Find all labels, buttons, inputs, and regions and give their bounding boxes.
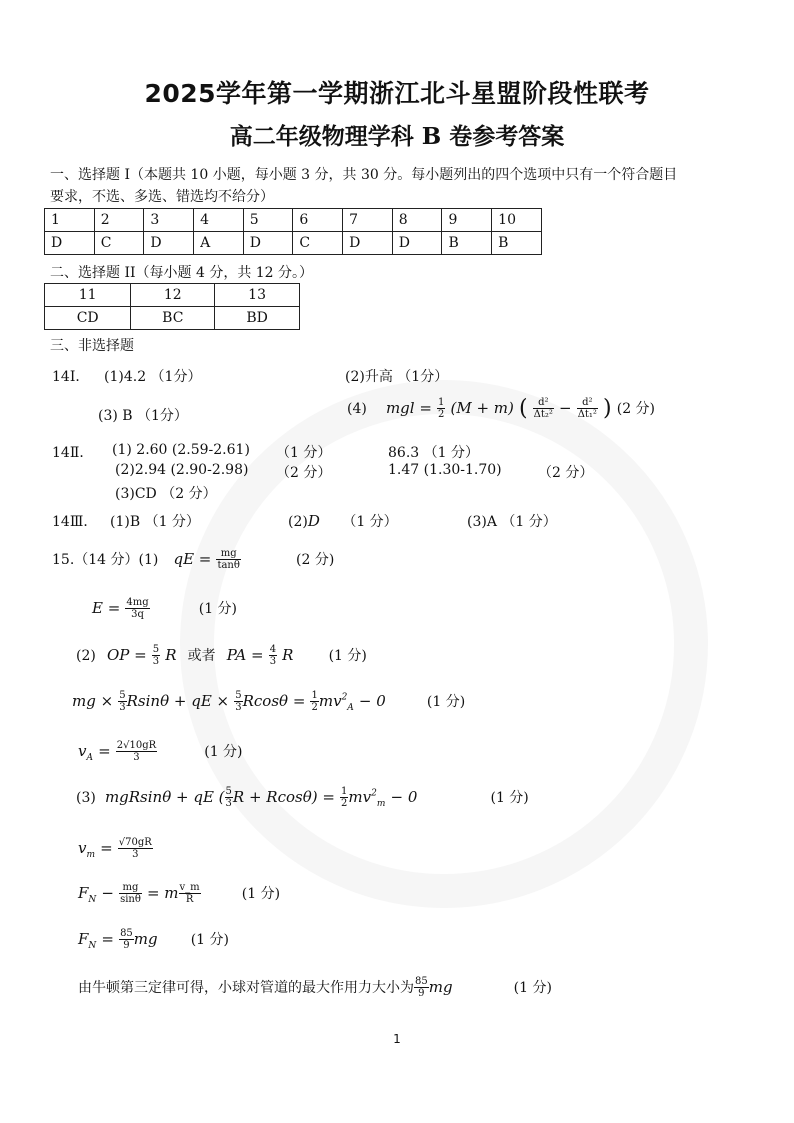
q14-1-answer-3: (3) B （1分）: [98, 408, 188, 424]
q15-eq4: mg × $\frac{5}{3}$ Rsinθ + qE × $\frac{5}{3}$ Rcosθ = $\frac{1}{2}$ $mv^2_A - 0$ (1 分): [72, 690, 466, 714]
table-row-numbers: [45, 284, 300, 307]
question-number: 10: [492, 209, 542, 232]
table-row-answers: [45, 232, 542, 255]
q15-conclusion: 由牛顿第三定律可得，小球对管道的最大作用力大小为 $\frac{85}{9}$ mg (1 分): [78, 976, 552, 999]
question-number: 3: [144, 209, 194, 232]
section1-answer-table: [44, 208, 542, 255]
formula-mass: (M + m): [450, 399, 514, 417]
score: (1 分): [198, 601, 238, 617]
q14-2-r2c: 1.47 (1.30-1.70): [388, 462, 502, 478]
section2-intro: 二、选择题 II（每小题 4 分，共 12 分。）: [50, 265, 314, 281]
answer-cell: B: [492, 232, 542, 255]
question-number: 5: [243, 209, 293, 232]
fraction-1: $\frac{\text{d²}}{\text{Δt₂²}}$: [533, 397, 553, 420]
q14-2-r2d: （2 分）: [538, 465, 594, 481]
answer-cell: B: [442, 232, 492, 255]
answer-cell: D: [343, 232, 393, 255]
q14-1-answer-2: (2)升高 （1分）: [345, 369, 449, 385]
question-number: 7: [343, 209, 393, 232]
answer-cell: BC: [131, 307, 215, 330]
answer-cell: C: [293, 232, 343, 255]
q15-eq3: (2) OP = $\frac{5}{3}$ R 或者 PA = $\frac{4}{3}$ R (1 分): [76, 644, 367, 667]
q14-1-answer-4: (4) mgl = $\frac{1}{2}$ (M + m) ( $\frac{\text{d²}}{\text{Δt₂²}}$ − $\frac{\text{d²}}{\text{Δt₁²}}$ ) (2 分): [347, 396, 656, 421]
q15-part1-eq1: 15.（14 分）(1) qE = $\frac{mg}{\tan\theta}$ (2 分): [52, 548, 335, 571]
q14-3-answer-2: (2)D （1 分）: [288, 512, 398, 530]
question-number: 12: [131, 284, 215, 307]
section2-answer-table: [44, 283, 300, 330]
section3-intro: 三、非选择题: [50, 338, 134, 354]
q14-3-answer-3: (3)A （1 分）: [467, 514, 557, 530]
score: (2 分): [296, 552, 335, 568]
page-number: 1: [393, 1032, 401, 1046]
answer-cell: D: [392, 232, 442, 255]
table-row-answers: [45, 307, 300, 330]
q14-2-r1c: 86.3 （1 分）: [388, 445, 479, 461]
q15-label: 15.（14 分）(1): [52, 552, 159, 568]
score: (1 分): [241, 886, 281, 902]
question-number: 6: [293, 209, 343, 232]
q15-eq6: (3) mgRsinθ + qE ( $\frac{5}{3}$ R + Rcosθ) = $\frac{1}{2}$ $mv^2_m - 0$ (1 分): [76, 786, 529, 810]
q15-eq7: $v_m$ = $\frac{√70gR}{3}$: [78, 837, 152, 861]
question-number: 13: [215, 284, 300, 307]
fraction-half: $\frac{1}{2}$: [438, 397, 445, 420]
answer-cell: C: [94, 232, 144, 255]
q14-3-label: 14Ⅲ．: [52, 514, 98, 530]
q14-2-r2a: (2)2.94 (2.90-2.98): [115, 462, 249, 478]
answer-cell: D: [243, 232, 293, 255]
q14-2-r3: (3)CD （2 分）: [115, 486, 217, 502]
table-row-numbers: [45, 209, 542, 232]
minus-sign: −: [559, 399, 572, 417]
score: (1 分): [490, 790, 529, 806]
q14-3-answer-1: (1)B （1 分）: [110, 514, 200, 530]
q15-eq5: $v_A$ = $\frac{2√10gR}{3}$ (1 分): [78, 740, 243, 764]
score: (1 分): [204, 744, 243, 760]
section1-intro-line2: 要求，不选、多选、错选均不给分）: [50, 189, 274, 205]
answer-cell: A: [194, 232, 244, 255]
question-number: 2: [94, 209, 144, 232]
q14-2-label: 14Ⅱ．: [52, 445, 94, 461]
score: (2 分): [616, 401, 656, 417]
q15-eq9: $F_N$ = $\frac{85}{9}$ mg (1 分): [78, 928, 229, 952]
document-title: 2025学年第一学期浙江北斗星盟阶段性联考: [144, 79, 650, 108]
answer-cell: D: [144, 232, 194, 255]
score: (1 分): [513, 980, 552, 996]
document-subtitle: 高二年级物理学科 B 卷参考答案: [229, 123, 565, 150]
score: (1 分): [328, 648, 367, 664]
q14-2-r2b: （2 分）: [276, 465, 332, 481]
question-number: 8: [392, 209, 442, 232]
q15-eq2: E = $\frac{4mg}{3q}$ (1 分): [92, 597, 238, 620]
q14-2-r1b: （1 分）: [276, 445, 332, 461]
question-number: 1: [45, 209, 95, 232]
q14-1-answer-4-prefix: (4): [347, 401, 367, 417]
answer-cell: D: [45, 232, 95, 255]
fraction-2: $\frac{\text{d²}}{\text{Δt₁²}}$: [577, 397, 597, 420]
answer-cell: CD: [45, 307, 131, 330]
score: (1 分): [426, 694, 466, 710]
q14-2-r1a: (1) 2.60 (2.59-2.61): [112, 442, 250, 458]
score: (1 分): [190, 932, 229, 948]
question-number: 11: [45, 284, 131, 307]
section1-intro-line1: 一、选择题 I（本题共 10 小题，每小题 3 分，共 30 分。每小题列出的四个选项中只有一个符合题目: [50, 167, 678, 183]
answer-cell: BD: [215, 307, 300, 330]
q14-1-answer-1: (1)4.2 （1分）: [104, 369, 202, 385]
question-number: 9: [442, 209, 492, 232]
formula-lhs: mgl =: [385, 399, 432, 417]
q15-eq8: $F_N$ − $\frac{mg}{\sin\theta}$ = m $\frac{v\_m}{R}$ (1 分): [78, 882, 281, 906]
question-number: 4: [194, 209, 244, 232]
q14-1-label: 14Ⅰ．: [52, 369, 90, 385]
